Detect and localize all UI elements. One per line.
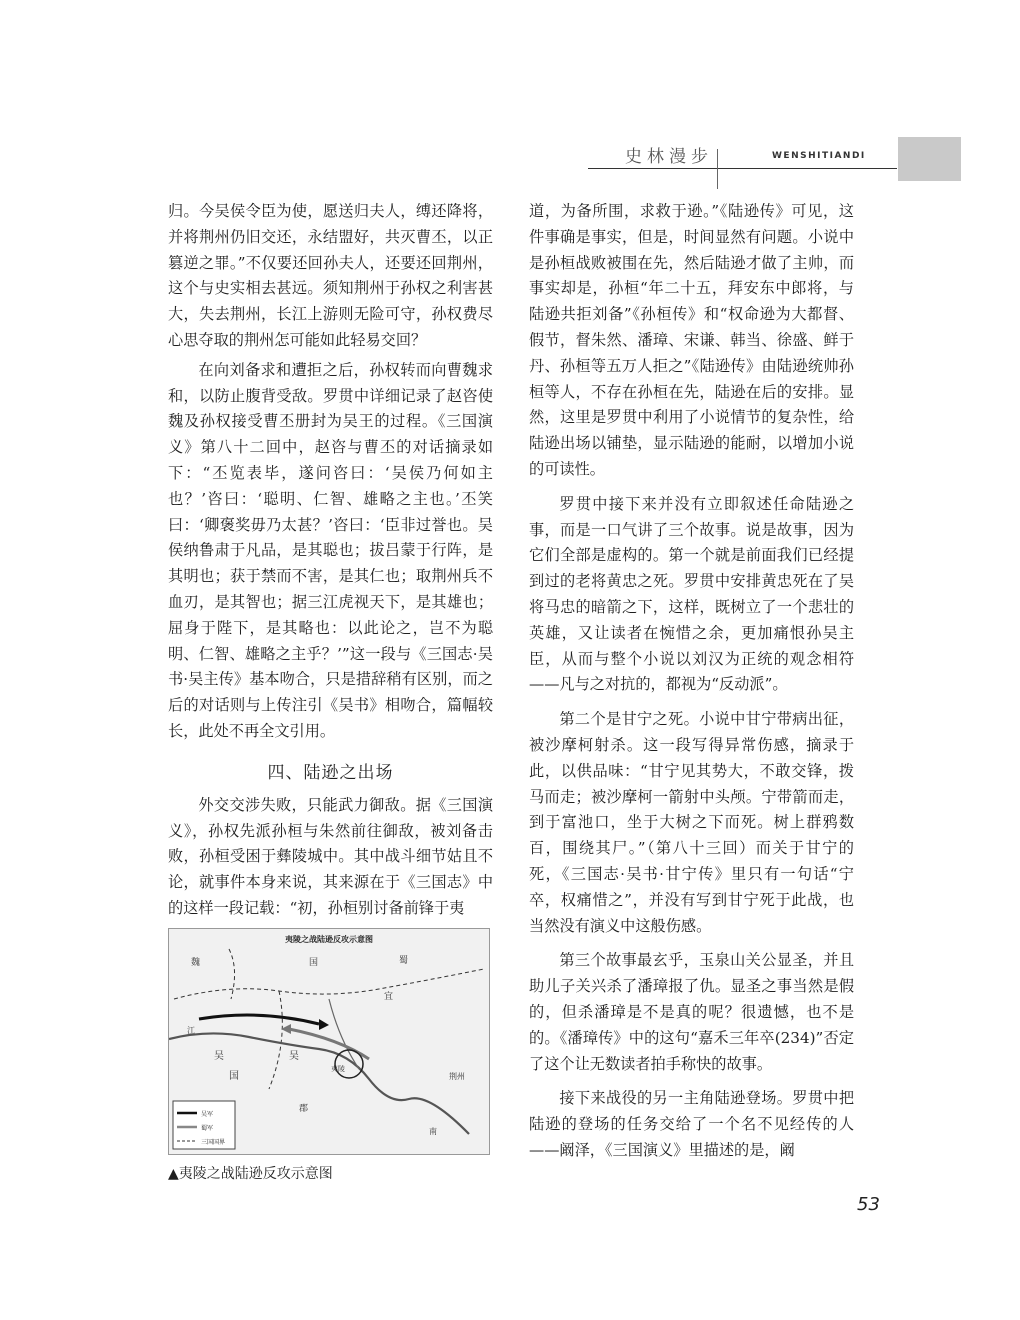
left-column: [168, 199, 493, 922]
header-divider: [717, 149, 718, 189]
map-label: 吴: [289, 1051, 299, 1062]
header-gray-block: [898, 137, 961, 181]
section-title: 史林漫步: [625, 147, 713, 167]
battle-map-figure: [168, 928, 490, 1155]
map-label: 吴: [214, 1051, 224, 1062]
left-paragraph-2: 在向刘备求和遭拒之后，孙权转而向曹魏求和，以防止腹背受敌。罗贯中详细记录了赵咨使魏及孙权接受曹丕册封为吴王的过程。《三国演义》第八十二回中，赵咨与曹丕的对话摘录如下：“丕览表毕，遂问咨曰：‘吴侯乃何如主也？’咨曰：‘聪明、仁智、雄略之主也。’丕笑曰：‘卿褒奖毋乃太甚？’咨曰：‘臣非过誉也。吴侯纳鲁肃于凡品，是其聪也；拔吕蒙于行阵，是其明也；获于禁而不害，是其仁也；取荆州兵不血刃，是其智也；据三江虎视天下，是其雄也；屈身于陛下，是其略也：以此论之，岂不为聪明、仁智、雄略之主乎？’”这一段与《三国志·吴书·吴主传》基本吻合，只是措辞稍有区别，而之后的对话则与上传注引《吴书》相吻合，篇幅较长，此处不再全文引用。: [168, 360, 493, 740]
right-paragraph-1: 道，为备所围，求救于逊。”《陆逊传》可见，这件事确是事实，但是，时间显然有问题。小说中是孙桓战败被围在先，然后陆逊才做了主帅，而事实却是，孙桓“年二十五，拜安东中郎将，与陆逊共拒刘备”《孙桓传》和“权命逊为大都督、假节，督朱然、潘璋、宋谦、韩当、徐盛、鲜于丹、孙桓等五万人拒之”《陆逊传》由陆逊统帅孙桓等人，不存在孙桓在先，陆逊在后的安排。显然，这里是罗贯中利用了小说情节的复杂性，给陆逊出场以铺垫，显示陆逊的能耐，以增加小说的可读性。: [529, 202, 854, 478]
map-label: 夷陵: [331, 1065, 345, 1073]
left-paragraph-1: 归。今吴侯令臣为使，愿送归夫人，缚还降将，并将荆州仍旧交还，永结盟好，共灭曹丕，以正篡逆之罪。”不仅要还回孙夫人，还要还回荆州，这个与史实相去甚远。须知荆州于孙权之利害甚大，失去荆州，长江上游则无险可守，孙权费尽心思夺取的荆州怎可能如此轻易交回？: [168, 202, 493, 349]
map-label: 蜀: [399, 956, 409, 966]
map-title: 夷陵之战陆逊反攻示意图: [285, 935, 373, 944]
right-paragraph-4: 第三个故事最玄乎，玉泉山关公显圣，并且助儿子关兴杀了潘璋报了仇。显圣之事当然是假的，但杀潘璋是不是真的呢？很遗憾，也不是的。《潘璋传》中的这句“嘉禾三年卒(234)”否定了这个让无数读者拍手称快的故事。: [529, 951, 854, 1073]
right-paragraph-2: 罗贯中接下来并没有立即叙述任命陆逊之事，而是一口气讲了三个故事。说是故事，因为它们全部是虚构的。第一个就是前面我们已经提到过的老将黄忠之死。罗贯中安排黄忠死在了吴将马忠的暗箭之下，这样，既树立了一个悲壮的英雄，又让读者在惋惜之余，更加痛恨孙吴主臣，从而与整个小说以刘汉为正统的观念相符——凡与之对抗的，都视为“反动派”。: [529, 494, 854, 694]
map-label: 国: [309, 958, 319, 968]
section-title-english: WENSHITIANDI: [772, 151, 866, 161]
map-label: 国: [229, 1071, 239, 1082]
right-paragraph-3: 第二个是甘宁之死。小说中甘宁带病出征，被沙摩柯射杀。这一段写得异常伤感，摘录于此，以供品味：“甘宁见其势大，不敢交锋，拨马而走；被沙摩柯一箭射中头颅。宁带箭而走，到于富池口，坐于大树之下而死。树上群鸦数百，围绕其尸。”（第八十三回）而关于甘宁的死，《三国志·吴书·甘宁传》里只有一句话“宁卒，权痛惜之”，并没有写到甘宁死于此战，也当然没有演义中这般伤感。: [529, 710, 854, 935]
left-paragraph-3: 外交交涉失败，只能武力御敌。据《三国演义》，孙权先派孙桓与朱然前往御敌，被刘备击败，孙桓受困于彝陵城中。其中战斗细节姑且不论，就事件本身来说，其来源在于《三国志》中的这样一段记载：“初，孙桓别讨备前锋于夷: [168, 795, 493, 917]
map-label: 魏: [191, 958, 201, 968]
map-label: 宜: [384, 992, 394, 1002]
legend-label: 三国国界: [201, 1139, 226, 1146]
map-label: 江: [187, 1026, 195, 1035]
page-number: 53: [857, 1194, 880, 1215]
figure-caption: ▲夷陵之战陆逊反攻示意图: [168, 1166, 333, 1182]
map-label: 郡: [299, 1104, 309, 1114]
right-column: [529, 199, 854, 1164]
legend-label: 吴军: [201, 1111, 214, 1118]
map-label: 南: [429, 1127, 437, 1136]
right-paragraph-5: 接下来战役的另一主角陆逊登场。罗贯中把陆逊的登场的任务交给了一个名不见经传的人——阚泽，《三国演义》里描述的是，阚: [529, 1089, 854, 1159]
section-heading: 四、陆逊之出场: [267, 762, 394, 783]
map-label: 荆州: [449, 1072, 465, 1081]
legend-label: 蜀军: [201, 1125, 214, 1132]
header-rule: [588, 168, 897, 169]
